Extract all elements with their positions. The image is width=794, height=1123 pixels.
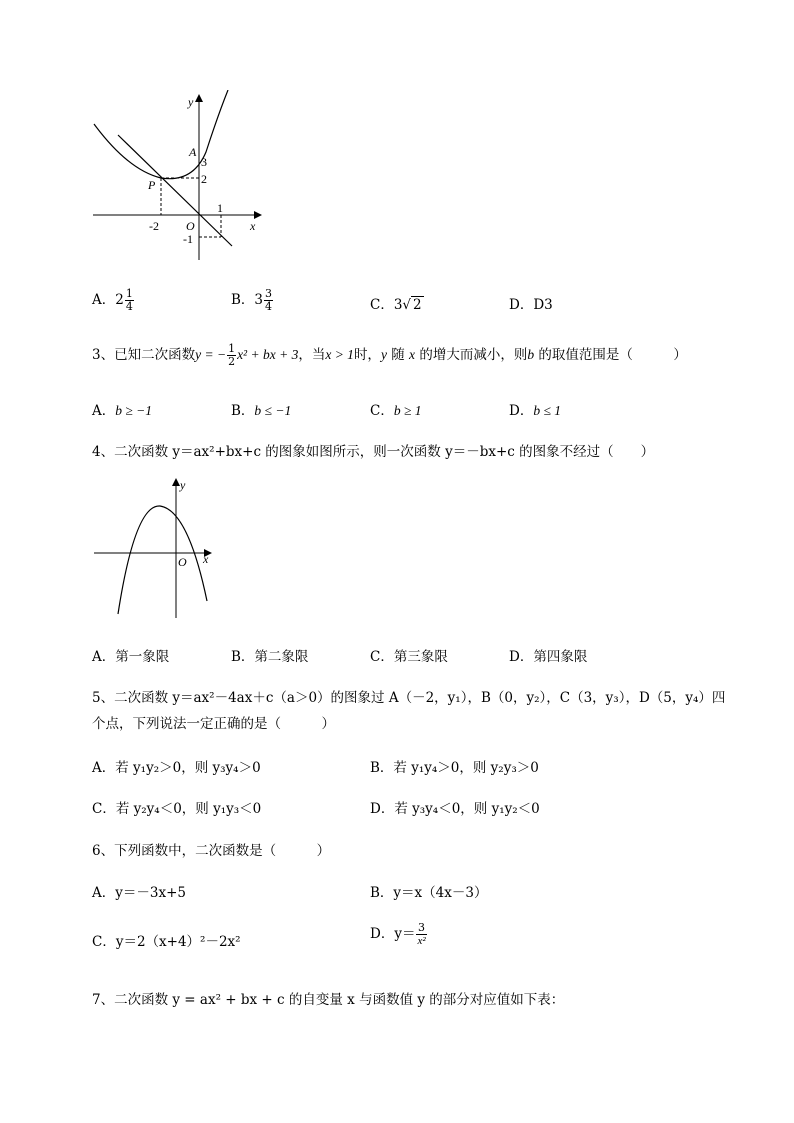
q5-option-c[interactable]: C．若 y₂y₄＜0，则 y₁y₃＜0 [92,801,262,817]
g1-tick-1: 1 [217,201,223,215]
q6-option-a[interactable]: A．y＝－3x+5 [92,885,186,901]
q3-option-a[interactable]: A．b ≥ −1 [92,403,153,419]
q4-stem: 4、二次函数 y＝ax²+bx+c 的图象如图所示，则一次函数 y＝－bx+c 的图象不经过（ ） [92,444,655,460]
g1-tick-neg2: -2 [149,219,159,233]
q3-option-c[interactable]: C．b ≥ 1 [370,403,422,419]
q3-option-d[interactable]: D．b ≤ 1 [509,403,561,419]
q4-option-b[interactable]: B．第二象限 [231,649,309,665]
q2-option-c[interactable]: C．3√ 2 [370,297,422,313]
q5-stem-line2: 个点，下列说法一定正确的是（ ） [92,716,335,732]
g1-label-p: P [148,178,156,192]
parabola-curve [118,506,207,614]
q6-option-b[interactable]: B．y＝x（4x－3） [370,885,488,901]
g2-x-label: x [203,552,209,566]
q5-option-b[interactable]: B．若 y₁y₄＞0，则 y₂y₃＞0 [370,760,539,776]
g2-origin: O [178,555,187,569]
g1-origin: O [186,219,195,233]
g1-tick-2: 2 [201,172,207,186]
q2-option-b[interactable]: B．3 $\frac{3}{4}$ [231,287,273,313]
q5-option-a[interactable]: A．若 y₁y₂＞0，则 y₃y₄＞0 [92,760,261,776]
q4-option-a[interactable]: A．第一象限 [92,649,170,665]
g1-tick-3: 3 [201,155,207,169]
q4-option-d[interactable]: D．第四象限 [509,649,588,665]
q6-option-d[interactable]: D．y＝ $\frac{3}{\text{x²}}$ [370,921,426,947]
g1-y-label: y [188,95,194,109]
q4-graph [90,476,220,621]
q2-option-d[interactable]: D．D3 [509,297,553,313]
q3-option-b[interactable]: B．b ≤ −1 [231,403,292,419]
g1-tick-neg1: -1 [183,232,193,246]
q4-option-c[interactable]: C．第三象限 [370,649,448,665]
parabola-curve [94,90,228,179]
g2-y-label: y [180,478,186,492]
q5-stem-line1: 5、二次函数 y＝ax²－4ax＋c（a＞0）的图象过 A（－2，y₁），B（0，y₂），C（3，y₃），D（5，y₄）四 [92,690,726,706]
line-graph [118,135,232,246]
q2-graph [88,90,268,265]
q5-option-d[interactable]: D．若 y₃y₄＜0，则 y₁y₂＜0 [370,801,540,817]
q3-stem: 3、已知二次函数y = − $\frac{1}{2}$ x² + bx + 3，当x > 1时，y 随 x 的增大而减小，则b 的取值范围是（ ） [92,342,687,368]
q2-option-a[interactable]: A．2 $\frac{1}{4}$ [92,287,133,313]
q7-stem: 7、二次函数 y = ax² + bx + c 的自变量 x 与函数值 y 的部分对应值如下表： [92,992,565,1008]
q6-option-c[interactable]: C．y＝2（x+4）²－2x² [92,934,241,950]
g1-label-a: A [189,145,197,159]
q6-stem: 6、下列函数中，二次函数是（ ） [92,843,331,859]
g1-x-label: x [250,219,256,233]
